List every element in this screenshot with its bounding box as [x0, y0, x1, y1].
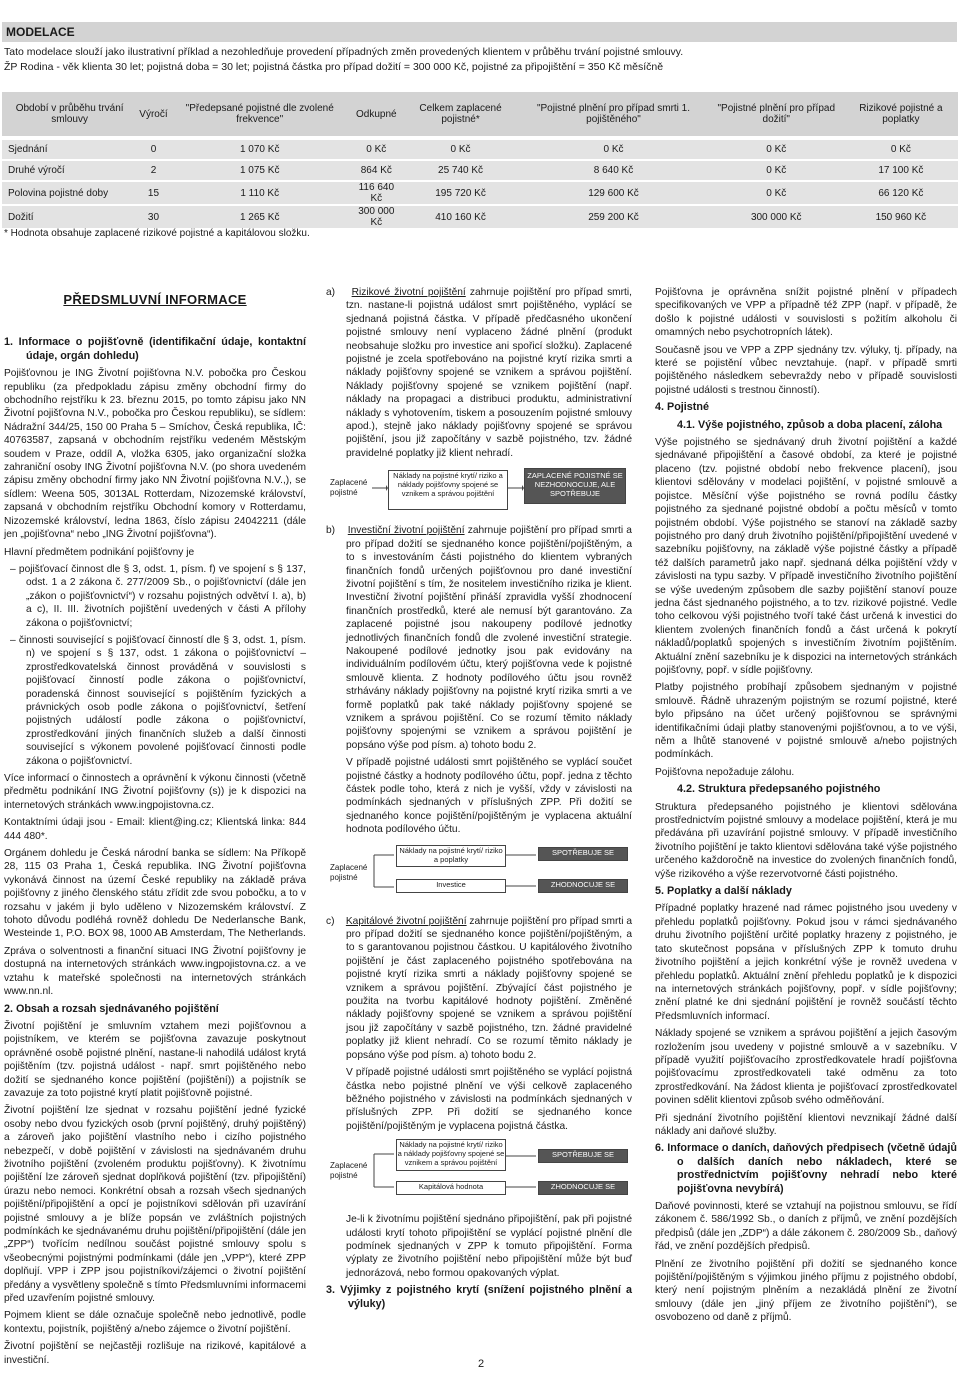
table-cell: 2 [137, 160, 169, 181]
table-header-cell: "Předepsané pojistné dle zvolené frekvence" [170, 92, 350, 138]
table-row [2, 138, 958, 160]
intro-text: Tato modelace slouží jako ilustrativní příklad a nezohledňuje provedení případných změn provedených klientem v průběhu trvání pojistné smlouvy. [4, 46, 684, 58]
table-footnote: * Hodnota obsahuje zaplacené rizikové pojistné a kapitálovou složku. [4, 228, 310, 239]
table-cell: 1 110 Kč [170, 181, 350, 205]
diagram-label: Zaplacené pojistné [330, 862, 368, 882]
paragraph: Současně jsou ve VPP a ZPP sjednány tzv. výluky, tj. případy, na které se pojistění vůbec nevztahuje. (např. v případě smrti pojištěného následkem sebevraždy nebo v případě souvislosti pojistné události s trestnou činností). [655, 344, 957, 396]
paragraph: Zpráva o solventnosti a finanční situaci ING Životní pojišťovny je dostupná na internetových stránkách www.ingpojistovna.cz. a ve vztahu k mateřské společnosti na internetových stránkách www.nn.nl. [4, 945, 306, 998]
table-cell: Polovina pojistné doby [2, 181, 137, 205]
paragraph: Životní pojištění je smluvním vztahem mezi pojišťovnou a pojistníkem, ve kterém se pojišťovna zavazuje poskytnout oprávněné osobě pojistné plnění, nastane-li nahodilá událost krytá pojištěním (tzv. pojistná událost - např. smrt pojištěného nebo dožití se sjednaného konce pojištění (pojištění)) a pojistník se zavazuje za toto pojistné krytí platit pojišťovně pojistné. [4, 1020, 306, 1099]
table-cell: 17 100 Kč [844, 160, 958, 181]
table-cell: 66 120 Kč [844, 181, 958, 205]
diagram-capital [326, 1139, 632, 1205]
diagram-box: Náklady na pojistné krytí/ riziko a náklady pojišťovny spojené se vznikem a správou pojištění [388, 470, 508, 510]
diagram-arrows [326, 843, 632, 907]
heading-6: 6. Informace o daních, daňových předpisech (včetně údajů o dalších daních nebo nákladech, které se prostřednictvím pojišťovny nehradí nebo které pojišťovna nevybírá) [655, 1142, 957, 1195]
table-header-cell: Rizikové pojistné a poplatky [844, 92, 958, 138]
table-cell: 0 Kč [403, 138, 518, 160]
item-text: zahrnuje pojištění pro případ smrti, tzn. nastane-li pojistná událost smrt pojištěného, vyplácí se sjednaná pojistná částka. V případě předčasného ukončení pojistné smlouvy není vyplaceno žádné plnění (produkt neobsahuje složku pro investice ani spořicí složku). Zaplacené pojistné je zcela spotřebováno na pojistné krytí rizika smrti a náklady pojišťovny spojené se vznikem a správou pojištění. Náklady pojišťovny spojené se vznikem pojištění (např. náklady na propagaci a distribuci produktu, administrativní náklady s vyhotovením, tiskem a posouzením pojistné smlouvy apod.), stejně jako náklady pojišťovny spojené se správou pojištění, jsou již započítány v sazbě pojistného, tzv. žádné pravidelné poplatky již klient nehradí. [346, 287, 632, 459]
modelace-table [2, 92, 958, 228]
item-title: Rizikové životní pojištění [351, 287, 466, 298]
table-cell: 25 740 Kč [403, 160, 518, 181]
paragraph: V případě pojistné události smrt pojištěného se vyplácí pojistná částka nebo pojistné plnění ve výši celkově zaplaceného běžného pojistného v závislosti na podmínkách sjednaných v příslušných ZPP. Při dožití se sjednaného konce pojištění/pojištěným je vyplacena pojistná částka. [346, 1067, 632, 1132]
diagram-risk [326, 466, 632, 516]
item-text: zahrnuje pojištění pro případ smrti a pro případ dožití se sjednaného konce pojištění/pojištěným, a to s investováním části pojistného do klientem vybraných finančních fondů určených pojišťovnou pro dané investiční životní pojištění s tím, že nositelem investičního rizika je klient. Investiční životní pojištění přináší zpravidla vyšší zhodnocení finančních prostředků, které ale nemusí být garantováno. Za zaplacené pojistné jsou nakoupeny podílové jednotky jednotlivých finančních fondů dle zvolené investiční strategie. Nakoupené podílové jednotky jsou pak evidovány na individuálním podílovém účtu, který pojišťovna vede k pojistné smlouvě klienta. Z hodnoty podílového účtu jsou rovněž strhávány náklady pojišťovny na pojistné krytí rizika smrti a ve formě poplatků pak také náklady pojišťovny spojené se vznikem a správou pojištění. Co se rozumí těmito náklady pojišťovny spojenými se vznikem a správou pojištění je popsáno výše pod písm. a) tohoto bodu 2. [346, 525, 632, 751]
table-cell: 129 600 Kč [518, 181, 709, 205]
table-cell: 0 Kč [709, 181, 844, 205]
paragraph: Pojmem klient se dále označuje společně nebo jednotlivě, podle kontextu, pojistník, pojištěný a/nebo zájemce o životní pojištění. [4, 1310, 306, 1335]
table-cell: 1 075 Kč [170, 160, 350, 181]
item-b [326, 524, 632, 752]
table-cell: 0 [137, 138, 169, 160]
diagram-box-result: ZAPLACENÉ POJISTNÉ SE NEZHODNOCUJE, ALE SPOTŘEBUJE [524, 468, 626, 504]
item-title: Investiční životní pojištění [347, 525, 465, 537]
item-title: Kapitálové životní pojištění [345, 915, 467, 927]
paragraph: Struktura předepsaného pojistného je klientovi sdělována prostřednictvím pojistné smlouvy a modelace pojištění, která je mu předávána při uzavírání pojistné smlouvy. V případě investičního životního pojištění je takto klientovi sdělována také výše pojistného určeného každoročně na investice do zvolených finančních fondů, výše rizikového a výše rezervotvorné části pojistného. [655, 801, 957, 880]
table-cell: 410 160 Kč [403, 205, 518, 228]
table-header-cell: "Pojistné plnění pro případ smrti 1. pojištěného" [518, 92, 709, 138]
column-middle [326, 286, 632, 1315]
item-label: b) [326, 525, 336, 537]
heading-4: 4. Pojistné [655, 401, 710, 414]
table-cell: 30 [137, 205, 169, 228]
paragraph: Životní pojištění se nejčastěji rozlišuje na rizikové, kapitálové a investiční. [4, 1341, 306, 1366]
table-cell: 0 Kč [350, 138, 403, 160]
heading-1: 1. Informace o pojišťovně (identifikační údaje, kontaktní údaje, orgán dohledu) [4, 336, 306, 362]
paragraph: Případné poplatky hrazené nad rámec pojistného jsou uvedeny v přehledu poplatků pojišťovny. Pokud jsou v rámci sjednávaného druhu životního pojištění určité poplatky hrazeny z pojistného, je tato skutečnost popsána v příslušných ZPP k tomuto druhu životního pojištění a jejich konkrétní výše je rovněž uvedena v přehledu poplatků. Aktuální znění přehledu poplatků je k dispozici na internetových stránkách pojišťovny, popř. v sídle pojišťovny; znění platné ke dni sjednání pojištění je rovněž součástí těchto Předsmluvních informací. [655, 903, 957, 1022]
page-title: MODELACE [6, 25, 75, 39]
diagram-box-result: SPOTŘEBUJE SE [538, 847, 628, 861]
table-cell: 1 070 Kč [170, 138, 350, 160]
table-row [2, 160, 958, 181]
heading-5: 5. Poplatky a další náklady [655, 885, 792, 898]
column-left [4, 285, 306, 1371]
diagram-box: Kapitálová hodnota [396, 1181, 506, 1195]
diagram-box-result: ZHODNOCUJE SE [538, 1181, 628, 1195]
table-cell: 0 Kč [709, 160, 844, 181]
paragraph: Daňové povinnosti, které se vztahují na pojistnou smlouvu, se řídí zákonem č. 586/1992 Sb., o daních z příjmů, ve znění pozdějších předpisů (dále jen „ZDP“) a dále zákonem č. 280/2009 Sb., daňový řád, ve znění pozdějších předpisů. [655, 1201, 957, 1253]
diagram-investment [326, 843, 632, 907]
list-item: – činnosti související s pojišťovací činností dle § 3, odst. 1, písm. n) ve spojení s § 137, odst. 1 zákona o pojišťovnictví – zprostředkovatelská činnost prováděná v souvislosti s pojišťovací činností podle zákona o pojišťovnictví, poradenská činnost související s pojištěním fyzických a právnických osob podle zákona o pojišťovnictví, šetření pojistných událostí podle zákona o pojišťovnictví, zprostředkování jiných finančních služeb a další činnosti související s výkonem povolené pojišťovací činnosti podle zákona o pojišťovnictví. [10, 634, 306, 767]
paragraph: Více informací o činnostech a oprávnění k výkonu činnosti (včetně předmětu podnikání ING Životní pojišťovny (s)) je k dispozici na internetových stránkách www.ingpojistovna.cz. [4, 773, 306, 811]
item-label: c) [326, 915, 335, 927]
table-cell: 195 720 Kč [403, 181, 518, 205]
column-right [655, 286, 957, 1329]
table-cell: 300 000 Kč [350, 205, 403, 228]
heading-3: 3. Výjimky z pojistného krytí (snížení pojistného plnění a výluky) [326, 1284, 632, 1310]
table-header-cell: Odkupné [350, 92, 403, 138]
table-header-cell: Období v průběhu trvání smlouvy [2, 92, 137, 138]
table-header-cell: "Pojistné plnění pro případ dožití" [709, 92, 844, 138]
diagram-arrows [326, 1139, 632, 1205]
heading-2: 2. Obsah a rozsah sjednávaného pojištění [4, 1002, 219, 1015]
diagram-box-result: SPOTŘEBUJE SE [538, 1149, 628, 1163]
paragraph: Hlavní předmětem podnikání pojišťovny je [4, 546, 195, 558]
table-header-cell: Výročí [137, 92, 169, 138]
paragraph: Při sjednání životního pojištění klientovi nevznikají žádné další náklady ani daňové služby. [655, 1112, 957, 1137]
paragraph: Pojišťovnou je ING Životní pojišťovna N.V. pobočka pro Českou republiku (za předpokladu zápisu změny obchodní firmy do obchodního rejstříku k 23. březnu 2015, po tomto zápisu jako NN Životní pojišťovna N.V., pobočka pro Českou republiku), se sídlem: Nádražní 344/25, 150 00 Praha 5 – Smíchov, Česká republika, IČ: 40763587, zapsaná v obchodním rejstříku vedeném Městským soudem v Praze, oddíl A, vložka 6305, jako organizační složka zahraniční osoby ING Životní pojišťovna N.V. (po shora uvedeném zápisu změny obchodní firmy jako NN Životní pojišťovna N.V.,), se sídlem: Weena 505, 3013AL Rotterdam, Nizozemské království, zapsaná v obchodním rejstříku Obchodní komory v Rotterdamu, Nizozemské království, ledna 1863, číslo zápisu 24042211 (dále jen „pojišťovna“ nebo „ING Životní pojišťovna“). [4, 368, 306, 541]
diagram-arrows [326, 466, 632, 516]
heading-4-2: 4.2. Struktura předepsaného pojistného [677, 783, 881, 796]
paragraph: Je-li k životnímu pojištění sjednáno připojištění, pak při pojistné události krytí tohoto připojištění se vyplácí pojistné plnění dle podmínek sjednaných v ZPP k tomuto připojištění. Forma výplaty ze životního pojištění nebo připojištění může být buď jednorázová, nebo formou opakovaných výplat. [346, 1214, 632, 1279]
table-cell: 259 200 Kč [518, 205, 709, 228]
diagram-label: Zaplacené pojistné [330, 1161, 368, 1181]
item-a [326, 286, 632, 460]
table-cell: 15 [137, 181, 169, 205]
table-header-cell: Celkem zaplacené pojistné* [403, 92, 518, 138]
paragraph: Plnění ze životního pojištění při dožití se sjednaného konce pojištění/pojištěným s výjimkou jiného příjmu z pojistného období, který není pojistným plněním a nezakládá plnění ze životní smlouvy (dále jen „jiný příjem ze životního pojištění“), se osvobozeno od daně z příjmů. [655, 1258, 957, 1324]
table-cell: 0 Kč [844, 138, 958, 160]
paragraph: Kontaktními údaji jsou - Email: klient@ing.cz; Klientská linka: 844 444 480*. [4, 817, 306, 842]
heading-4-1: 4.1. Výše pojistného, způsob a doba placení, záloha [677, 418, 943, 431]
table-cell: Sjednání [2, 138, 137, 160]
section-title: PŘEDSMLUVNÍ INFORMACE [63, 292, 247, 307]
paragraph: Výše pojistného se sjednávaný druh životní pojištění a každé sjednávané připojištění a časové období, za které je pojistné placeno (tzv. pojistné období nebo frekvence placení), jsou klientovi sdělovány v modelaci pojištění, v pojistné smlouvě a pojistce. Měsíční výše pojistného se rovná podílu částky pojistného za sjednané pojistné období a počtu měsíců v tomto pojistném období. Výše pojistného se stanoví na základě sazby pojistného pro daný druh životního pojištění/připojištění uvedené v sazebníku pojišťovny, na základě výše pojistné částky a případě též dalších parametrů jako např. sjednaná délka pojištění vždy v závislosti na typu sazby. V případě investičního životního pojištění se výše uvedeným způsobem dle sazby pojištění stanoví pouze jedna část sjednaného pojistného, a to tzv. rizikové pojistné. Vedle toho celkovou výši pojistného tvoří také část určená k investici do klientem zvolených finančních fondů a část určená k pokrytí nákladů/poplatků spojených s investičním životním pojištěním. Aktuální znění sazebníku je k dispozici na internetových stránkách pojišťovny, popř. v sídle pojišťovny. [655, 437, 957, 676]
table-cell: 1 265 Kč [170, 205, 350, 228]
list-item: – pojišťovací činnost dle § 3, odst. 1, písm. f) ve spojení s § 137, odst. 1 a 2 zákona č. 277/2009 Sb., o pojišťovnictví (dále jen „zákon o pojišťovnictví“) v rozsahu pojistných odvětví I. a), b) a c), II. III. životních pojištění uvedených v části A přílohy zákona o pojišťovnictví; [10, 563, 306, 629]
table-cell: 0 Kč [709, 138, 844, 160]
paragraph: Pojišťovna nepožaduje zálohu. [655, 766, 795, 778]
diagram-label: Zaplacené pojistné [330, 478, 368, 498]
table-cell: Druhé výročí [2, 160, 137, 181]
paragraph: V případě pojistné události smrt pojištěného se vyplácí součet pojistné částky a hodnoty podílového účtu, popř. jedna z těchto částek podle toho, která z nich je vyšší, vždy v závislosti na podmínkách sjednaných v příslušných ZPP. Při dožití se sjednaného konce pojištění/pojištěným je vyplacena aktuální hodnota podílového účtu. [346, 757, 632, 836]
item-c [326, 915, 632, 1062]
paragraph: Pojišťovna je oprávněna snížit pojistné plnění v případech specifikovaných ve VPP a případně též ZPP (např. v případě, že došlo k pojistné události v souvislosti s požitím alkoholu či omamných nebo psychotropních látek). [655, 287, 957, 339]
table-cell: 864 Kč [350, 160, 403, 181]
page-number: 2 [478, 1358, 485, 1370]
diagram-box-result: ZHODNOCUJE SE [538, 879, 628, 893]
item-text: zahrnuje pojištění pro případ smrti a pro případ dožití se sjednaného konce pojištění/pojištěným, a to s garantovanou pojistnou částkou. U kapitálového životního pojištění je část zaplaceného pojistného spotřebována na pojistné krytí rizika smrti a náklady pojišťovny spojené se vznikem a správou pojištění. Zbývající část pojistného je použita na tvorbu kapitálové hodnoty pojištění. Změněné náklady pojišťovny spojené se vznikem a správou pojištění jsou již započítány v sazbě pojistného, tzn. žádné pravidelné poplatky již klient nehradí. Co se rozumí těmito náklady je popsáno výše pod písm. a) tohoto bodu 2. [346, 915, 632, 1061]
paragraph: Životní pojištění lze sjednat v rozsahu pojištění jedné fyzické osoby nebo dvou fyzických osob (první pojištěný, druhý pojištěný) a zároveň jako pojištění vlastního nebo i cizího pojistného nebezpečí, v době pojištění v závislosti na sjednávaném druhu životního pojištění (zvoleném produktu pojišťovny). K životnímu pojištění lze zároveň sjednat doplňková pojištění (tzv. připojištění) úrazu nebo nemoci. Konkrétní obsah a rozsah všech sjednaných pojištění/připojištění a opcí je pojistníkovi sdělován při uzavírání pojistné smlouvy a je blíže popsán ve zvláštních pojistných podmínkách ke sjednávanému druhu pojištění/připojištění (dále jen „ZPP“) tvořícím nedílnou součást pojistné smlouvy spolu s všeobecnými pojistnými podmínkami (dále jen „VPP“), které ZPP doplňují. VPP i ZPP jsou pojistníkovi/zájemci o životní pojištění předány a vysvětleny společně s tímto Předsmluvními informacemi před uzavřením pojistné smlouvy. [4, 1105, 306, 1305]
table-cell: 0 Kč [518, 138, 709, 160]
table-row [2, 181, 958, 205]
paragraph: Platby pojistného probíhají způsobem sjednaným v pojistné smlouvě. Řádně uhrazeným pojistným se rozumí pojistné, které bylo připsáno na účet určený pojišťovnou se správnými identifikačními údaji platby stanovenými pojišťovnou, a to ve výši, něm a lhůtě stanovené v pojistné smlouvě a/nebo pojistných podmínkách. [655, 682, 957, 761]
paragraph: Náklady spojené se vznikem a správou pojištění a jejich časovým rozložením jsou uvedeny v pojistné smlouvě a v sazebníku. V případě využití pojišťovacího zprostředkovatele hradí pojišťovna pojišťovacímu zprostředkovateli také odměnu za toto zprostředkování. Na žádost klienta je pojišťovací zprostředkovatel povinen sdělit klientovi způsob svého odměňování. [655, 1028, 957, 1107]
table-cell: 300 000 Kč [709, 205, 844, 228]
table-cell: 116 640 Kč [350, 181, 403, 205]
diagram-box: Náklady na pojistné krytí/ riziko a náklady pojišťovny spojené se vznikem a správou pojištění [396, 1139, 506, 1171]
item-label: a) [326, 287, 336, 298]
table-cell: 150 960 Kč [844, 205, 958, 228]
table-cell: Dožití [2, 205, 137, 228]
table-cell: 8 640 Kč [518, 160, 709, 181]
diagram-box: Investice [396, 879, 506, 893]
intro-params: ŽP Rodina - věk klienta 30 let; pojistná doba = 30 let; pojistná částka pro případ dožití = 300 000 Kč, pojistné za připojištění = 350 Kč měsíčně [4, 61, 664, 73]
paragraph: Orgánem dohledu je Česká národní banka se sídlem: Na Příkopě 28, 115 03 Praha 1, Česká republika. ING Životní pojišťovna vykonává činnost na území České republiky na základě práva pojišťovny z jiného členského státu zřídit zde svou pobočku, a to v rozsahu v jakém ji bylo uděleno v Nizozemském království. Z tohoto důvodu podléhá rovněž dohledu De Nederlansche Bank, Westeinde 1, P.O. BOX 98, 1000 AB Amsterdam, The Netherlands. [4, 848, 306, 940]
diagram-box: Náklady na pojistné krytí/ riziko a poplatky [396, 845, 506, 867]
table-row [2, 205, 958, 228]
modelace-title-bar [2, 22, 957, 42]
